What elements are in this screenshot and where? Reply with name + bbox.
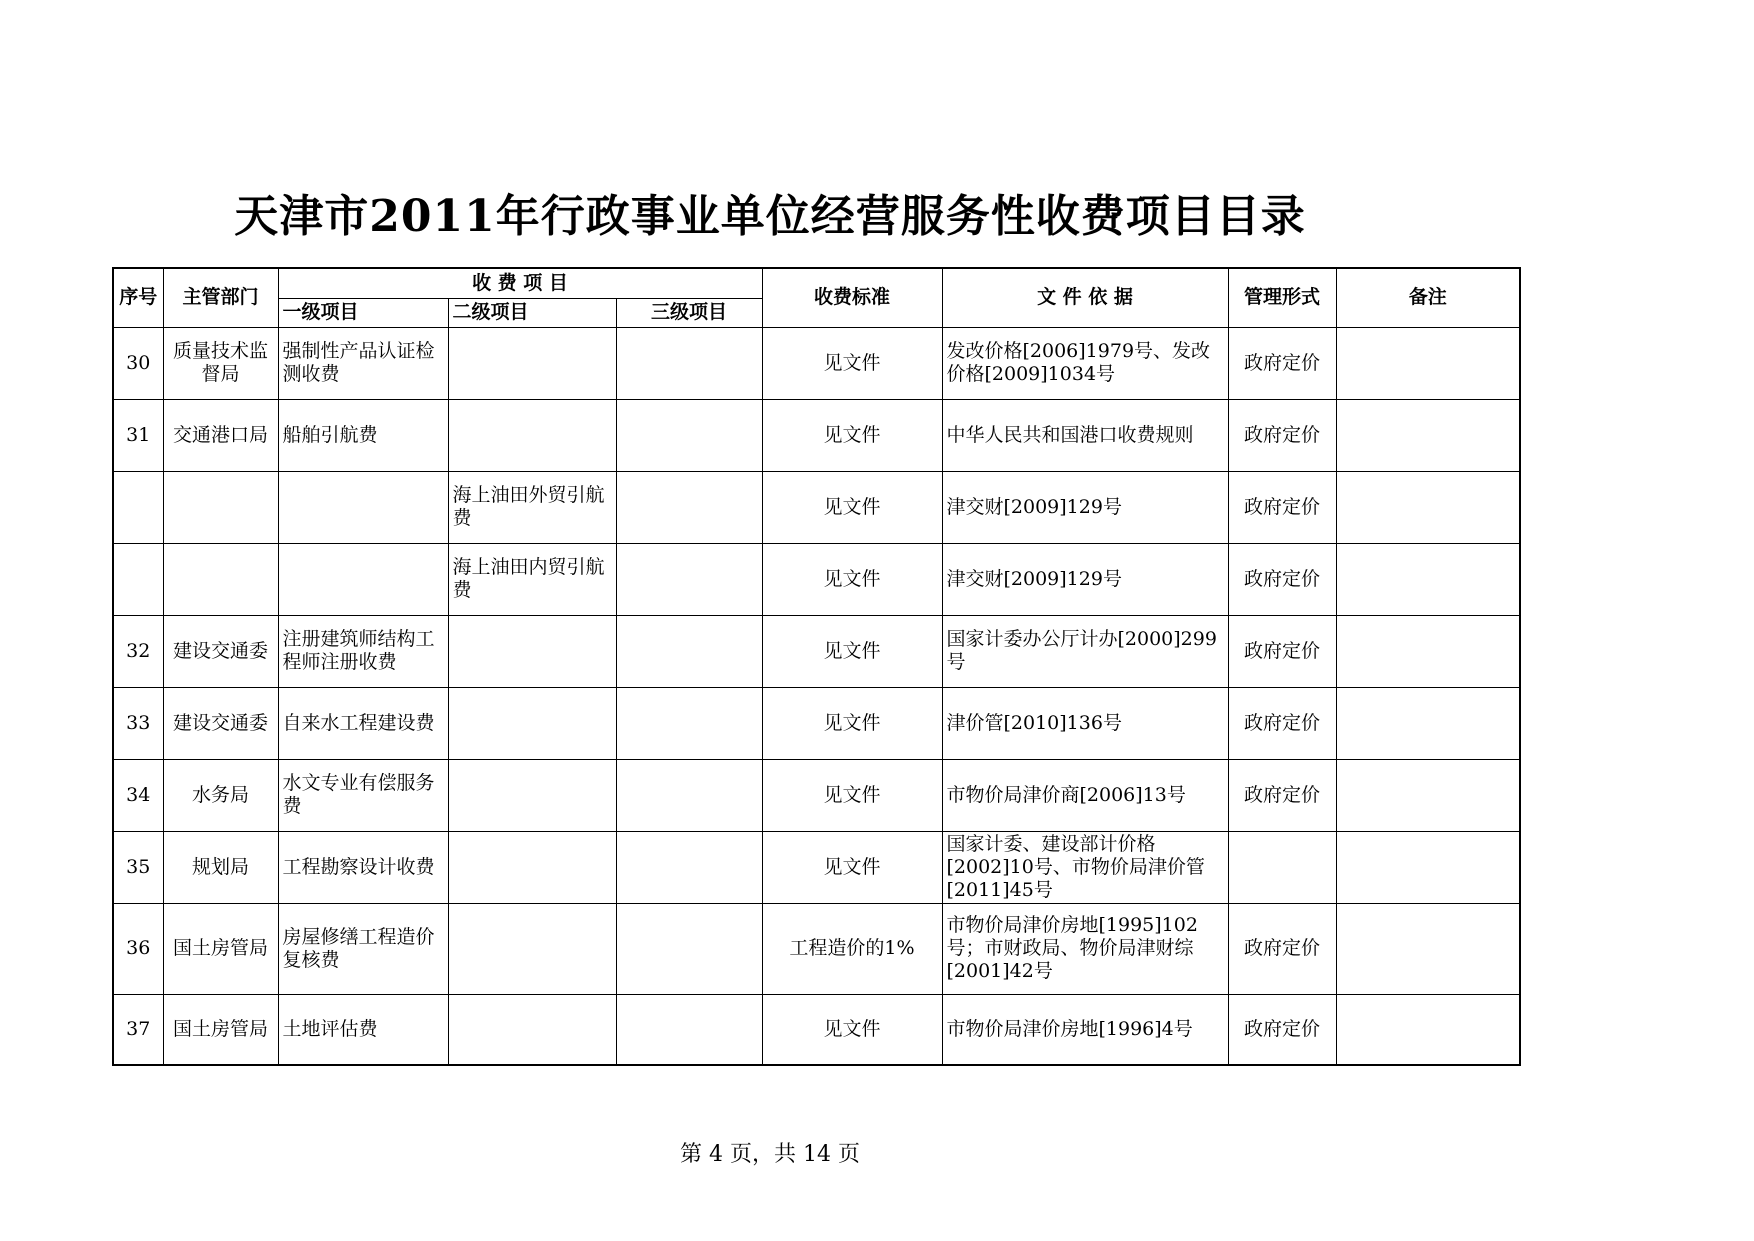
page-footer: 第 4 页，共 14 页 — [680, 1142, 860, 1167]
table-row — [113, 615, 1520, 687]
cell-remark — [1336, 994, 1520, 1065]
cell-seq: 36 — [113, 903, 163, 994]
cell-level3 — [616, 543, 762, 615]
cell-basis: 中华人民共和国港口收费规则 — [942, 399, 1228, 471]
cell-seq: 30 — [113, 327, 163, 399]
header-level1: 一级项目 — [278, 298, 448, 327]
cell-dept: 建设交通委 — [163, 615, 278, 687]
fee-table — [112, 267, 1521, 1066]
cell-remark — [1336, 399, 1520, 471]
cell-remark — [1336, 615, 1520, 687]
cell-seq — [113, 471, 163, 543]
table-row — [113, 687, 1520, 759]
cell-standard: 见文件 — [762, 471, 942, 543]
cell-basis: 国家计委办公厅计办[2000]299号 — [942, 615, 1228, 687]
cell-standard: 见文件 — [762, 687, 942, 759]
header-remark: 备注 — [1336, 268, 1520, 327]
cell-dept — [163, 471, 278, 543]
header-items-group: 收 费 项 目 — [278, 268, 762, 298]
cell-level2 — [448, 687, 616, 759]
cell-level2 — [448, 327, 616, 399]
table-row — [113, 831, 1520, 903]
cell-level1 — [278, 471, 448, 543]
cell-basis: 发改价格[2006]1979号、发改价格[2009]1034号 — [942, 327, 1228, 399]
table-row — [113, 471, 1520, 543]
cell-level1: 强制性产品认证检测收费 — [278, 327, 448, 399]
cell-seq: 32 — [113, 615, 163, 687]
cell-level2 — [448, 903, 616, 994]
cell-level1: 土地评估费 — [278, 994, 448, 1065]
table-row — [113, 399, 1520, 471]
cell-level2 — [448, 615, 616, 687]
cell-level2 — [448, 831, 616, 903]
cell-dept: 水务局 — [163, 759, 278, 831]
cell-dept: 交通港口局 — [163, 399, 278, 471]
cell-basis: 津交财[2009]129号 — [942, 471, 1228, 543]
page-title: 天津市2011年行政事业单位经营服务性收费项目目录 — [234, 191, 1306, 242]
cell-mgmt: 政府定价 — [1228, 471, 1336, 543]
cell-level3 — [616, 759, 762, 831]
header-dept: 主管部门 — [163, 268, 278, 327]
cell-mgmt: 政府定价 — [1228, 327, 1336, 399]
cell-basis: 市物价局津价房地[1995]102号；市财政局、物价局津财综[2001]42号 — [942, 903, 1228, 994]
header-row-top — [113, 268, 1520, 298]
cell-mgmt — [1228, 831, 1336, 903]
cell-seq: 33 — [113, 687, 163, 759]
cell-level3 — [616, 903, 762, 994]
header-mgmt: 管理形式 — [1228, 268, 1336, 327]
cell-mgmt: 政府定价 — [1228, 759, 1336, 831]
cell-seq — [113, 543, 163, 615]
cell-remark — [1336, 903, 1520, 994]
cell-mgmt: 政府定价 — [1228, 903, 1336, 994]
cell-level3 — [616, 831, 762, 903]
cell-remark — [1336, 327, 1520, 399]
cell-basis: 国家计委、建设部计价格[2002]10号、市物价局津价管[2011]45号 — [942, 831, 1228, 903]
cell-level3 — [616, 994, 762, 1065]
header-level3: 三级项目 — [616, 298, 762, 327]
cell-remark — [1336, 831, 1520, 903]
cell-level3 — [616, 615, 762, 687]
table-row — [113, 994, 1520, 1065]
cell-mgmt: 政府定价 — [1228, 543, 1336, 615]
cell-basis: 市物价局津价房地[1996]4号 — [942, 994, 1228, 1065]
cell-level1 — [278, 543, 448, 615]
cell-remark — [1336, 543, 1520, 615]
cell-standard: 见文件 — [762, 831, 942, 903]
cell-standard: 见文件 — [762, 615, 942, 687]
cell-mgmt: 政府定价 — [1228, 994, 1336, 1065]
cell-level2 — [448, 994, 616, 1065]
cell-dept: 质量技术监督局 — [163, 327, 278, 399]
cell-level1: 注册建筑师结构工程师注册收费 — [278, 615, 448, 687]
table-row — [113, 759, 1520, 831]
cell-standard: 见文件 — [762, 399, 942, 471]
table-row — [113, 903, 1520, 994]
table-row — [113, 543, 1520, 615]
cell-level3 — [616, 327, 762, 399]
cell-dept: 规划局 — [163, 831, 278, 903]
header-seq: 序号 — [113, 268, 163, 327]
cell-basis: 市物价局津价商[2006]13号 — [942, 759, 1228, 831]
cell-level2 — [448, 759, 616, 831]
cell-standard: 见文件 — [762, 759, 942, 831]
cell-seq: 31 — [113, 399, 163, 471]
cell-standard: 见文件 — [762, 543, 942, 615]
cell-level2: 海上油田外贸引航费 — [448, 471, 616, 543]
cell-level2: 海上油田内贸引航费 — [448, 543, 616, 615]
cell-level3 — [616, 687, 762, 759]
header-standard: 收费标准 — [762, 268, 942, 327]
cell-remark — [1336, 759, 1520, 831]
cell-dept: 国土房管局 — [163, 903, 278, 994]
cell-level2 — [448, 399, 616, 471]
cell-remark — [1336, 687, 1520, 759]
cell-level1: 水文专业有偿服务费 — [278, 759, 448, 831]
cell-basis: 津交财[2009]129号 — [942, 543, 1228, 615]
cell-level1: 船舶引航费 — [278, 399, 448, 471]
cell-level1: 自来水工程建设费 — [278, 687, 448, 759]
cell-standard: 见文件 — [762, 994, 942, 1065]
cell-level3 — [616, 471, 762, 543]
cell-dept — [163, 543, 278, 615]
cell-seq: 37 — [113, 994, 163, 1065]
table-row — [113, 327, 1520, 399]
header-basis: 文 件 依 据 — [942, 268, 1228, 327]
cell-standard: 见文件 — [762, 327, 942, 399]
cell-level1: 工程勘察设计收费 — [278, 831, 448, 903]
header-level2: 二级项目 — [448, 298, 616, 327]
cell-mgmt: 政府定价 — [1228, 399, 1336, 471]
cell-standard: 工程造价的1% — [762, 903, 942, 994]
cell-level3 — [616, 399, 762, 471]
cell-mgmt: 政府定价 — [1228, 615, 1336, 687]
cell-dept: 建设交通委 — [163, 687, 278, 759]
cell-level1: 房屋修缮工程造价复核费 — [278, 903, 448, 994]
cell-seq: 34 — [113, 759, 163, 831]
cell-dept: 国土房管局 — [163, 994, 278, 1065]
cell-mgmt: 政府定价 — [1228, 687, 1336, 759]
cell-basis: 津价管[2010]136号 — [942, 687, 1228, 759]
cell-remark — [1336, 471, 1520, 543]
cell-seq: 35 — [113, 831, 163, 903]
